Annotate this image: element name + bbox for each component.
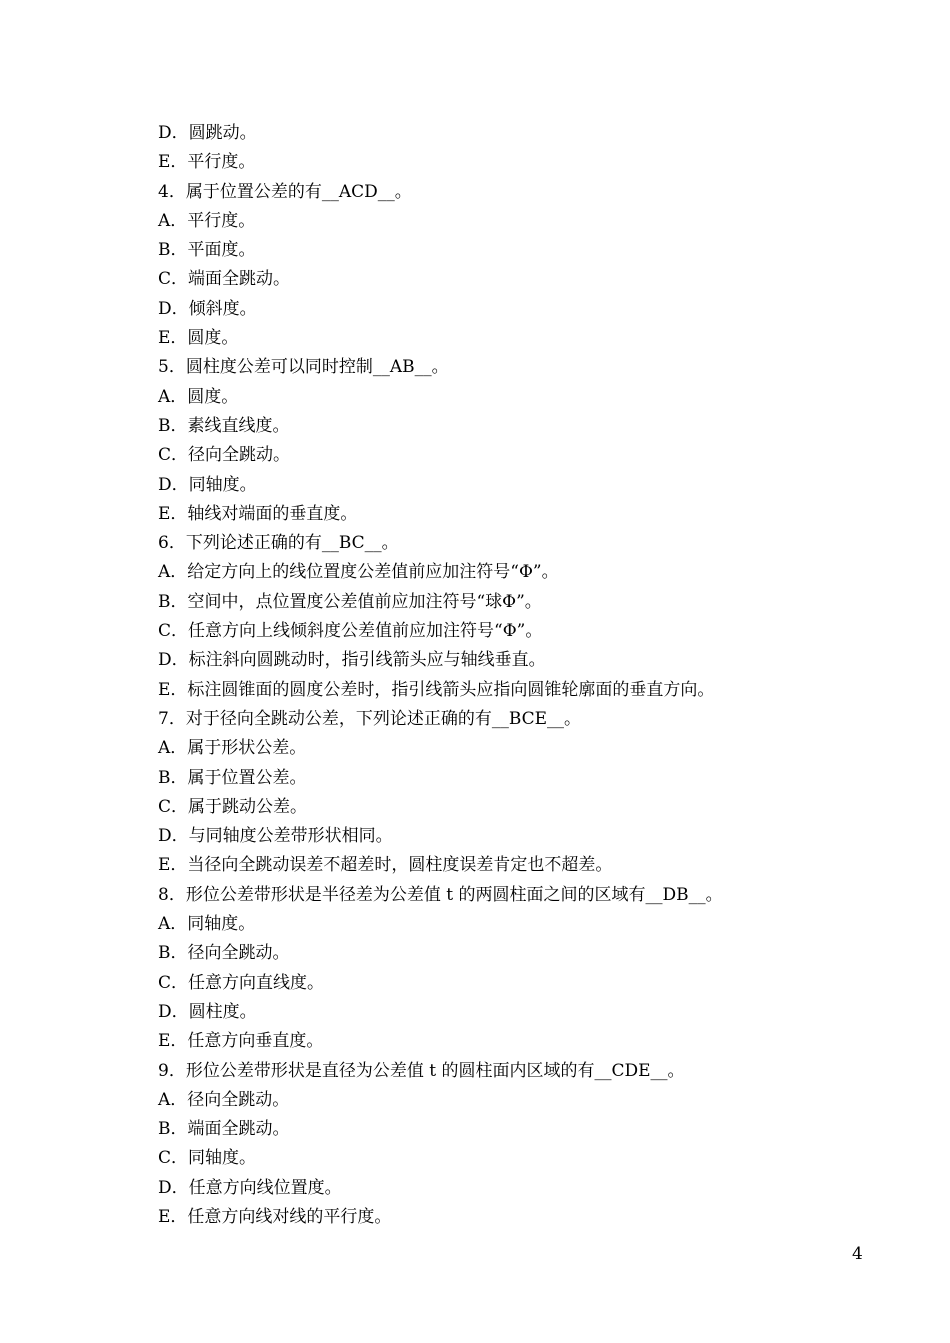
text-line: D．圆跳动。	[158, 123, 257, 143]
document-body	[158, 119, 878, 1232]
option-line: A．平行度。	[158, 210, 256, 231]
text-line: E．平行度。	[158, 152, 256, 173]
option-line: D．同轴度。	[158, 474, 257, 495]
option-line: D．标注斜向圆跳动时，指引线箭头应与轴线垂直。	[158, 650, 546, 671]
page-number: 4	[852, 1244, 863, 1264]
option-line: D．倾斜度。	[158, 298, 257, 319]
option-line: C．径向全跳动。	[158, 445, 291, 466]
option-line: B．属于位置公差。	[158, 767, 307, 788]
option-line: E．当径向全跳动误差不超差时，圆柱度误差肯定也不超差。	[158, 855, 613, 876]
option-line: B．端面全跳动。	[158, 1119, 290, 1140]
option-line: E．任意方向线对线的平行度。	[158, 1206, 392, 1227]
option-line: E．圆度。	[158, 328, 239, 349]
option-line: C．同轴度。	[158, 1148, 257, 1169]
option-line: C．属于跳动公差。	[158, 796, 308, 817]
question-line: 6．下列论述正确的有__BC__。	[158, 533, 399, 554]
option-line: A．属于形状公差。	[158, 738, 307, 759]
option-line: D．任意方向线位置度。	[158, 1177, 342, 1198]
option-line: C．端面全跳动。	[158, 269, 291, 290]
question-line: 8．形位公差带形状是半径差为公差值 t 的两圆柱面之间的区域有__DB__。	[158, 884, 723, 905]
option-line: E．轴线对端面的垂直度。	[158, 503, 358, 524]
option-line: D．与同轴度公差带形状相同。	[158, 826, 393, 847]
option-line: A．圆度。	[158, 386, 239, 407]
option-line: A．同轴度。	[158, 914, 256, 935]
option-line: C．任意方向上线倾斜度公差值前应加注符号“Φ”。	[158, 621, 543, 642]
question-line: 7．对于径向全跳动公差，下列论述正确的有__BCE__。	[158, 708, 582, 729]
question-line: 5．圆柱度公差可以同时控制__AB__。	[158, 357, 449, 378]
option-line: E．标注圆锥面的圆度公差时，指引线箭头应指向圆锥轮廓面的垂直方向。	[158, 679, 715, 700]
option-line: B．平面度。	[158, 240, 256, 261]
option-line: D．圆柱度。	[158, 1001, 257, 1022]
option-line: C．任意方向直线度。	[158, 972, 325, 993]
option-line: A．给定方向上的线位置度公差值前应加注符号“Φ”。	[158, 562, 559, 583]
option-line: B．径向全跳动。	[158, 943, 290, 964]
option-line: B．空间中，点位置度公差值前应加注符号“球Φ”。	[158, 591, 542, 612]
option-line: E．任意方向垂直度。	[158, 1031, 324, 1052]
question-line: 9．形位公差带形状是直径为公差值 t 的圆柱面内区域的有__CDE__。	[158, 1060, 685, 1081]
option-line: B．素线直线度。	[158, 415, 290, 436]
option-line: A．径向全跳动。	[158, 1089, 290, 1110]
question-line: 4．属于位置公差的有__ACD__。	[158, 181, 412, 202]
